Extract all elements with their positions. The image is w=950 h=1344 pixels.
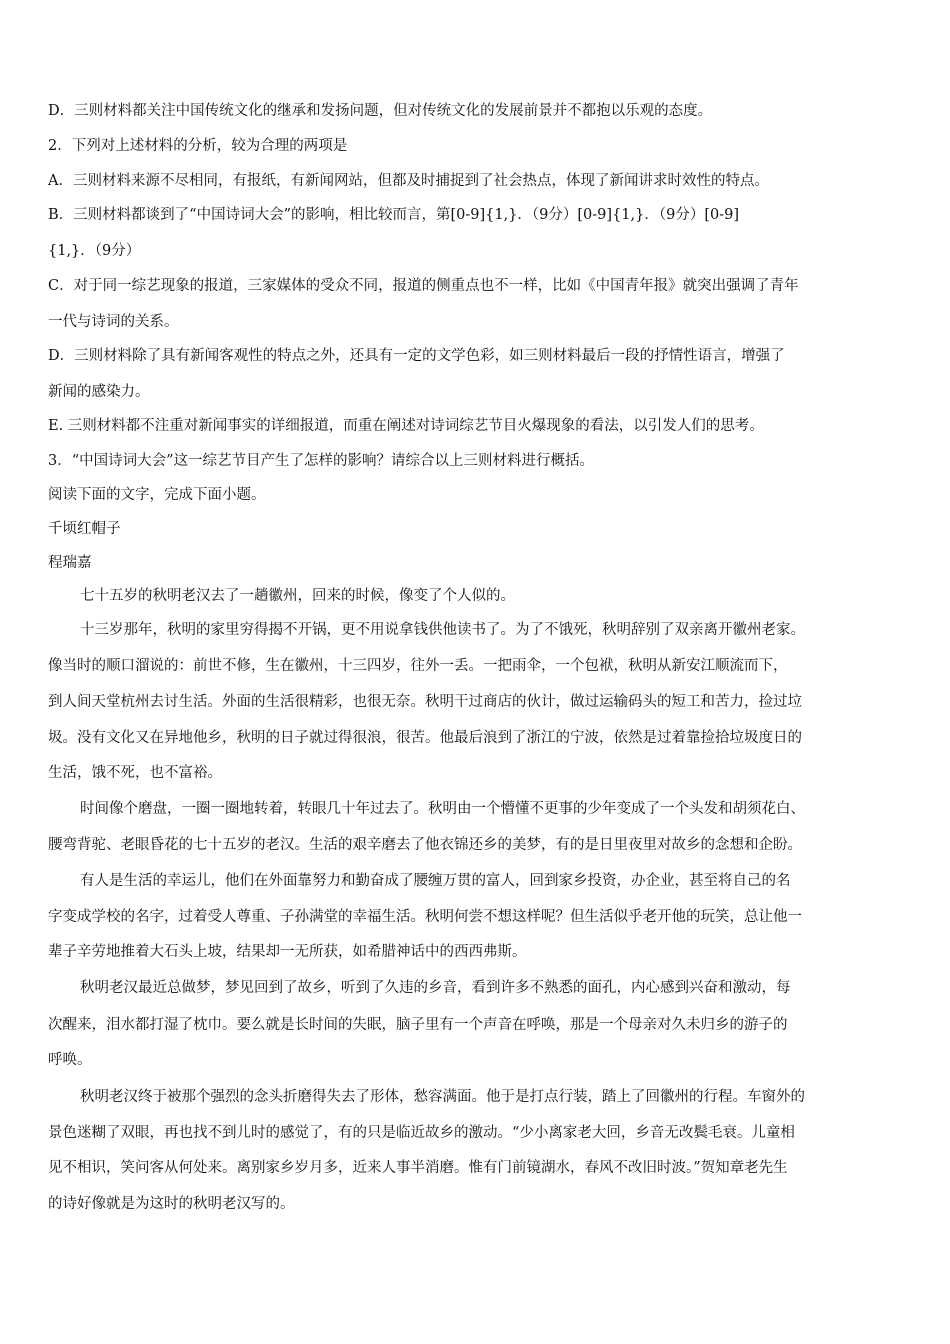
story-paragraph-5-line-3: 呼唤。 bbox=[48, 1052, 92, 1068]
story-paragraph-2-line-4: 圾。没有文化又在异地他乡，秋明的日子就过得很浪，很苦。他最后浪到了浙江的宁波，依然是过着靠捡拾垃圾度日的 bbox=[48, 730, 802, 746]
option-b-line-2: {1,}．（9分） bbox=[48, 243, 141, 259]
story-paragraph-5-line-1: 秋明老汉最近总做梦，梦见回到了故乡，听到了久违的乡音，看到许多不熟悉的面孔，内心感到兴奋和激动，每 bbox=[80, 980, 791, 996]
story-paragraph-2-line-3: 到人间天堂杭州去讨生活。外面的生活很精彩，也很无奈。秋明干过商店的伙计，做过运输码头的短工和苦力，捡过垃 bbox=[48, 694, 802, 710]
story-paragraph-6-line-4: 的诗好像就是为这时的秋明老汉写的。 bbox=[48, 1196, 295, 1212]
story-paragraph-2-line-1: 十三岁那年，秋明的家里穷得揭不开锅，更不用说拿钱供他读书了。为了不饿死，秋明辞别了双亲离开徽州老家。 bbox=[80, 622, 805, 638]
option-d-line-1: D．三则材料除了具有新闻客观性的特点之外，还具有一定的文学色彩，如三则材料最后一段的抒情性语言，增强了 bbox=[48, 348, 785, 364]
story-author: 程瑞嘉 bbox=[48, 555, 92, 571]
question-2: 2．下列对上述材料的分析，较为合理的两项是 bbox=[48, 138, 348, 154]
story-paragraph-6-line-3: 见不相识，笑问客从何处来。离别家乡岁月多，近来人事半消磨。惟有门前镜湖水，春风不改旧时波。”贺知章老先生 bbox=[48, 1160, 788, 1176]
option-d-line-2: 新闻的感染力。 bbox=[48, 384, 150, 400]
option-a: A．三则材料来源不尽相同，有报纸，有新闻网站，但都及时捕捉到了社会热点，体现了新闻讲求时效性的特点。 bbox=[48, 173, 769, 189]
story-paragraph-5-line-2: 次醒来，泪水都打湿了枕巾。要么就是长时间的失眠，脑子里有一个声音在呼唤，那是一个母亲对久未归乡的游子的 bbox=[48, 1017, 788, 1033]
option-e: E. 三则材料都不注重对新闻事实的详细报道，而重在阐述对诗词综艺节目火爆现象的看法，以引发人们的思考。 bbox=[48, 418, 764, 434]
story-paragraph-4-line-3: 辈子辛劳地推着大石头上坡，结果却一无所获，如希腊神话中的西西弗斯。 bbox=[48, 944, 527, 960]
story-paragraph-4-line-2: 字变成学校的名字，过着受人尊重、子孙满堂的幸福生活。秋明何尝不想这样呢？但生活似乎老开他的玩笑，总让他一 bbox=[48, 909, 802, 925]
option-b-line-1: B．三则材料都谈到了“中国诗词大会”的影响，相比较而言，第[0-9]{1,}．（9分）[0-9]{1,}．（9分）[0-9] bbox=[48, 207, 739, 223]
story-paragraph-6-line-1: 秋明老汉终于被那个强烈的念头折磨得失去了形体，愁容满面。他于是打点行装，踏上了回徽州的行程。车窗外的 bbox=[80, 1089, 805, 1105]
option-c-line-2: 一代与诗词的关系。 bbox=[48, 314, 179, 330]
story-title: 千顷红帽子 bbox=[48, 521, 121, 537]
story-paragraph-2-line-2: 像当时的顺口溜说的：前世不修，生在徽州，十三四岁，往外一丢。一把雨伞，一个包袱，秋明从新安江顺流而下， bbox=[48, 658, 788, 674]
story-paragraph-6-line-2: 景色迷糊了双眼，再也找不到儿时的感觉了，有的只是临近故乡的激动。“少小离家老大回，乡音无改鬓毛衰。儿童相 bbox=[48, 1125, 795, 1141]
reading-instruction: 阅读下面的文字，完成下面小题。 bbox=[48, 487, 266, 503]
option-c-line-1: C．对于同一综艺现象的报道，三家媒体的受众不同，报道的侧重点也不一样，比如《中国青年报》就突出强调了青年 bbox=[48, 278, 799, 294]
story-paragraph-2-line-5: 生活，饿不死，也不富裕。 bbox=[48, 765, 222, 781]
story-paragraph-3-line-2: 腰弯背驼、老眼昏花的七十五岁的老汉。生活的艰辛磨去了他衣锦还乡的美梦，有的是日里夜里对故乡的念想和企盼。 bbox=[48, 837, 802, 853]
story-paragraph-3-line-1: 时间像个磨盘，一圈一圈地转着，转眼几十年过去了。秋明由一个懵懂不更事的少年变成了一个头发和胡须花白、 bbox=[80, 801, 805, 817]
question-3: 3．“中国诗词大会”这一综艺节目产生了怎样的影响？请综合以上三则材料进行概括。 bbox=[48, 453, 595, 469]
story-paragraph-4-line-1: 有人是生活的幸运儿，他们在外面靠努力和勤奋成了腰缠万贯的富人，回到家乡投资，办企业，甚至将自己的名 bbox=[80, 873, 791, 889]
option-d-paragraph: D．三则材料都关注中国传统文化的继承和发扬问题，但对传统文化的发展前景并不都抱以乐观的态度。 bbox=[48, 103, 713, 119]
story-paragraph-1: 七十五岁的秋明老汉去了一趟徽州，回来的时候，像变了个人似的。 bbox=[80, 588, 515, 604]
